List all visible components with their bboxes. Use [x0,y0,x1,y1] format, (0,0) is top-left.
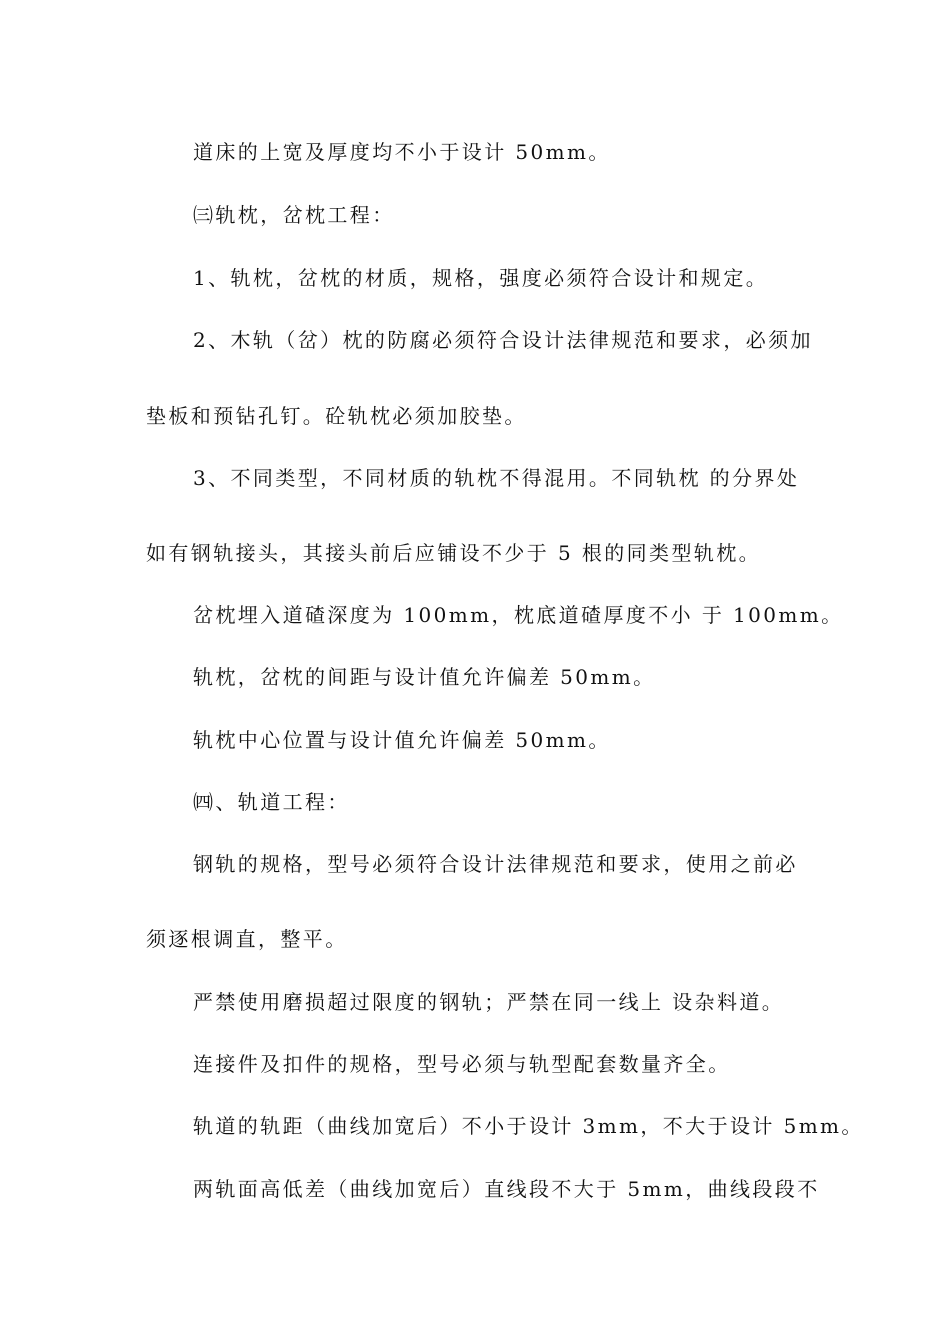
text-line: 连接件及扣件的规格，型号必须与轨型配套数量齐全。 [193,1052,731,1076]
text-line: 3、不同类型，不同材质的轨枕不得混用。不同轨枕 的分界处 [193,466,800,490]
text-line: 如有钢轨接头，其接头前后应铺设不少于 5 根的同类型轨枕。 [146,541,762,565]
section-heading: ㈣、轨道工程： [193,790,350,814]
text-line: 2、木轨（岔）枕的防腐必须符合设计法律规范和要求，必须加 [193,328,813,352]
text-line: 须逐根调直，整平。 [146,927,348,951]
section-heading: ㈢轨枕，岔枕工程： [193,203,395,227]
text-line: 轨枕中心位置与设计值允许偏差 50mm。 [193,728,611,752]
text-line: 道床的上宽及厚度均不小于设计 50mm。 [193,140,611,164]
text-line: 两轨面高低差（曲线加宽后）直线段不大于 5mm，曲线段段不 [193,1177,820,1201]
text-line: 严禁使用磨损超过限度的钢轨；严禁在同一线上 设杂料道。 [193,990,785,1014]
text-line: 钢轨的规格，型号必须符合设计法律规范和要求，使用之前必 [193,852,798,876]
text-line: 轨枕，岔枕的间距与设计值允许偏差 50mm。 [193,665,656,689]
text-line: 1、轨枕，岔枕的材质，规格，强度必须符合设计和规定。 [193,266,769,290]
text-line: 岔枕埋入道碴深度为 100mm，枕底道碴厚度不小 于 100mm。 [193,603,844,627]
text-line: 轨道的轨距（曲线加宽后）不小于设计 3mm，不大于设计 5mm。 [193,1114,864,1138]
text-line: 垫板和预钻孔钉。砼轨枕必须加胶垫。 [146,404,527,428]
